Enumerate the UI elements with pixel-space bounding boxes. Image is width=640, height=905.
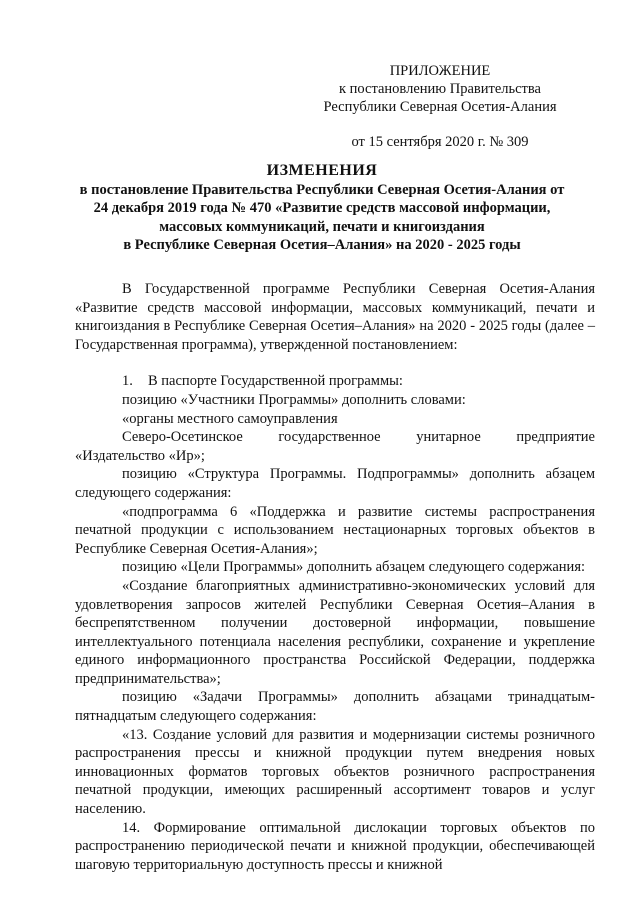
title-heading: ИЗМЕНЕНИЯ <box>266 162 378 179</box>
paragraph-structure: позицию «Структура Программы. Подпрограммы» дополнить абзацем следующего содержания: <box>75 466 595 501</box>
title-line-1: в постановление Правительства Республики Северная Осетия-Алания от <box>79 181 565 198</box>
paragraph-goals-text: «Создание благоприятных административно-экономических условий для удовлетворения запросов жителей Республики Северная Осетия–Алания в беспрепятственном получении достоверной информации, повышение интеллектуального потенциала населения республики, сохранение и укрепление единого информационного пространства Российской Федерации, поддержка предпринимательства»; <box>75 577 595 687</box>
paragraph-gap <box>75 354 595 372</box>
paragraph-participants: позицию «Участники Программы» дополнить словами: <box>122 391 466 408</box>
appendix-header <box>300 62 580 151</box>
paragraph-enterprise: Северо-Осетинское государственное унитарное предприятие <box>122 429 595 446</box>
paragraph-tasks: позицию «Задачи Программы» дополнить абзацами тринадцатым-пятнадцатым следующего содержания: <box>75 689 595 725</box>
intro-paragraph: В Государственной программе Республики Северная Осетия-Алания «Развитие средств массовой информации, массовых коммуникаций, печати и книгоиздания в Республике Северная Осетия–Алания» на 2020 - 2025 годы (далее – Государственная программа), утвержденной постановлением: <box>75 281 595 353</box>
item-1 <box>75 372 595 391</box>
document-body <box>75 280 595 874</box>
paragraph-publisher: «Издательство «Ир»; <box>75 447 205 464</box>
title-line-2: 24 декабря 2019 года № 470 «Развитие средств массовой информации, <box>93 200 551 216</box>
paragraph-local-government: «органы местного самоуправления <box>122 410 338 427</box>
appendix-date: от 15 сентября 2020 г. № 309 <box>351 134 529 150</box>
item-1-text: В паспорте Государственной программы: <box>148 373 403 390</box>
paragraph-goals: позицию «Цели Программы» дополнить абзацем следующего содержания: <box>122 559 586 576</box>
appendix-title: ПРИЛОЖЕНИЕ <box>389 63 491 79</box>
appendix-authority: Республики Северная Осетия-Алания <box>323 99 557 115</box>
paragraph-task-13: «13. Создание условий для развития и модернизации системы розничного распространения прессы и книжной продукции путем внедрения новых инновационных форматов торговых объектов розничного распространения печатной продукции, имеющих расширенный ассортимент товаров и услуг населению. <box>75 726 595 818</box>
document-title <box>62 162 582 255</box>
title-line-4: в Республике Северная Осетия–Алания» на 2020 - 2025 годы <box>123 237 521 253</box>
paragraph-subprogram-6: «подпрограмма 6 «Поддержка и развитие системы распространения печатной продукции с использованием нестационарных торговых объектов в Республике Северная Осетия-Алания»; <box>75 503 595 557</box>
paragraph-task-14: 14. Формирование оптимальной дислокации торговых объектов по распространению периодической печати и книжной продукции, обеспечивающей шаговую территориальную доступность прессы и книжной <box>75 819 595 873</box>
appendix-reference: к постановлению Правительства <box>339 81 541 97</box>
title-line-3: массовых коммуникаций, печати и книгоиздания <box>159 218 485 235</box>
item-1-number: 1. <box>122 373 133 390</box>
